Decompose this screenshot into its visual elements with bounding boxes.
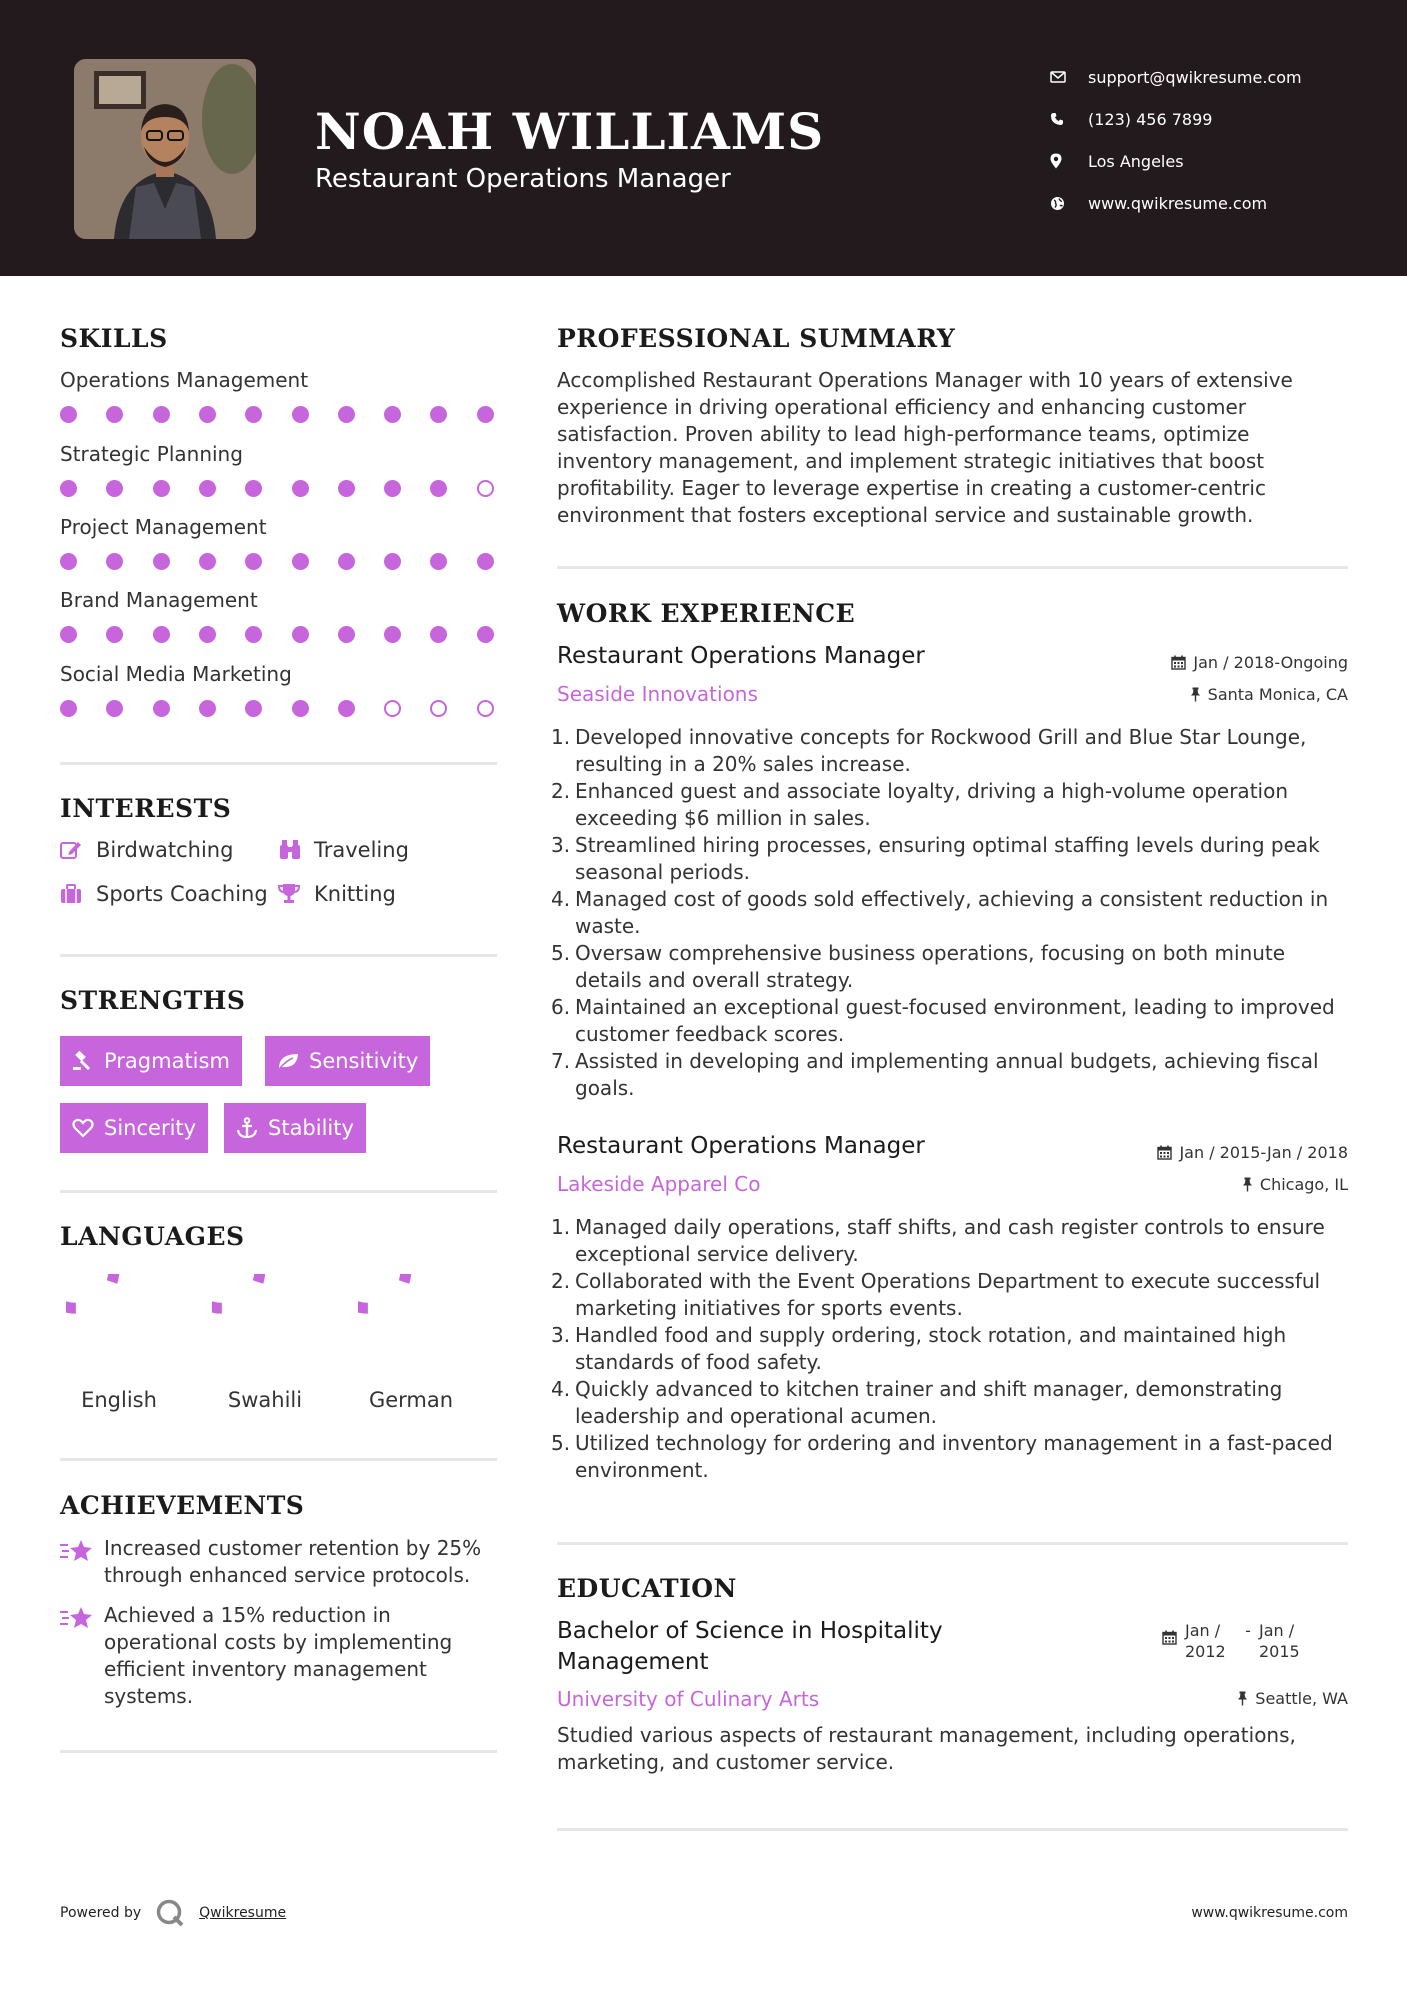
skill-dot-filled bbox=[292, 626, 309, 643]
skill-dot-filled bbox=[477, 626, 494, 643]
pushpin-icon bbox=[1190, 687, 1201, 702]
skill-rating bbox=[60, 478, 500, 498]
list-item: Streamlined hiring processes, ensuring optimal staffing levels during peak seasonal periods. bbox=[575, 833, 1320, 884]
section-divider bbox=[60, 1750, 497, 1753]
list-item: Managed daily operations, staff shifts, and cash register controls to ensure exceptional service delivery. bbox=[575, 1215, 1325, 1266]
job-responsibilities bbox=[575, 1214, 1355, 1484]
list-item: Managed cost of goods sold effectively, achieving a consistent reduction in waste. bbox=[575, 887, 1329, 938]
strength-badge bbox=[265, 1036, 430, 1086]
section-divider bbox=[60, 1190, 497, 1193]
skill-dot-filled bbox=[384, 480, 401, 497]
skill-name: Brand Management bbox=[60, 588, 258, 612]
skill-dot-filled bbox=[338, 626, 355, 643]
skill-dot-filled bbox=[292, 700, 309, 717]
interest-item bbox=[60, 838, 233, 862]
section-divider bbox=[557, 1828, 1348, 1831]
education-location-text: Seattle, WA bbox=[1255, 1689, 1348, 1708]
list-item: Assisted in developing and implementing annual budgets, achieving fiscal goals. bbox=[575, 1049, 1319, 1100]
strength-label: Stability bbox=[268, 1116, 354, 1140]
skill-dot-empty bbox=[430, 700, 447, 717]
skill-rating bbox=[60, 551, 500, 571]
skill-dot-filled bbox=[60, 406, 77, 423]
skill-dot-filled bbox=[477, 406, 494, 423]
phone-icon bbox=[1050, 112, 1088, 126]
skill-dot-filled bbox=[199, 700, 216, 717]
interest-item bbox=[278, 838, 409, 862]
globe-icon bbox=[1050, 196, 1088, 211]
section-divider bbox=[557, 1542, 1348, 1545]
skill-dot-filled bbox=[430, 406, 447, 423]
job-location bbox=[1242, 1175, 1348, 1194]
languages-heading: LANGUAGES bbox=[60, 1222, 245, 1251]
education-dates bbox=[1162, 1620, 1311, 1662]
section-divider bbox=[60, 762, 497, 765]
education-heading: EDUCATION bbox=[557, 1574, 737, 1603]
strength-label: Sensitivity bbox=[309, 1049, 419, 1073]
list-item: Collaborated with the Event Operations Department to execute successful marketing initiatives for sports events. bbox=[575, 1269, 1321, 1320]
achievement-item bbox=[60, 1535, 500, 1589]
job-dates bbox=[1157, 1143, 1348, 1162]
skill-dot-filled bbox=[430, 626, 447, 643]
anchor-icon bbox=[236, 1117, 262, 1139]
skill-dot-filled bbox=[199, 480, 216, 497]
briefcase-icon bbox=[60, 884, 96, 904]
language-gauge bbox=[66, 1274, 158, 1366]
education-start-date: Jan / 2012 bbox=[1185, 1621, 1226, 1661]
profile-photo bbox=[74, 59, 256, 239]
section-divider bbox=[60, 954, 497, 957]
trophy-icon bbox=[278, 883, 314, 905]
job-dates-text: Jan / 2015-Jan / 2018 bbox=[1179, 1143, 1348, 1162]
contact-website[interactable] bbox=[1050, 182, 1302, 224]
brand-link[interactable]: Qwikresume bbox=[199, 1905, 287, 1921]
skill-name: Strategic Planning bbox=[60, 442, 243, 466]
degree-title: Bachelor of Science in Hospitality Management bbox=[557, 1618, 943, 1675]
resume-header bbox=[0, 0, 1407, 276]
job-dates bbox=[1171, 653, 1348, 672]
strength-label: Sincerity bbox=[104, 1116, 197, 1140]
skill-dot-filled bbox=[292, 553, 309, 570]
skill-dot-filled bbox=[292, 480, 309, 497]
job-title: Restaurant Operations Manager bbox=[557, 643, 925, 669]
skill-dot-filled bbox=[245, 480, 262, 497]
envelope-icon bbox=[1050, 71, 1088, 83]
strength-label: Pragmatism bbox=[104, 1049, 230, 1073]
summary-heading: PROFESSIONAL SUMMARY bbox=[557, 324, 956, 353]
job-location-text: Chicago, IL bbox=[1259, 1175, 1348, 1194]
list-item: Enhanced guest and associate loyalty, driving a high-volume operation exceeding $6 million in sales. bbox=[575, 779, 1288, 830]
skill-dot-filled bbox=[199, 553, 216, 570]
star-icon bbox=[60, 1535, 104, 1589]
company-name: Lakeside Apparel Co bbox=[557, 1172, 761, 1196]
skill-dot-filled bbox=[384, 406, 401, 423]
achievement-text: Increased customer retention by 25% through enhanced service protocols. bbox=[104, 1536, 482, 1587]
interests-heading: INTERESTS bbox=[60, 794, 232, 823]
language-gauge-arc bbox=[66, 1274, 114, 1308]
language-label: English bbox=[81, 1388, 157, 1412]
skill-dot-empty bbox=[477, 480, 494, 497]
skill-name: Project Management bbox=[60, 515, 267, 539]
list-item: Developed innovative concepts for Rockwood Grill and Blue Star Lounge, resulting in a 20% sales increase. bbox=[575, 725, 1307, 776]
job-responsibilities bbox=[575, 724, 1355, 1102]
gavel-icon bbox=[72, 1051, 98, 1071]
leaf-icon bbox=[277, 1052, 303, 1070]
skill-dot-empty bbox=[384, 700, 401, 717]
skill-dot-filled bbox=[60, 553, 77, 570]
map-pin-icon bbox=[1050, 153, 1088, 169]
skill-dot-filled bbox=[384, 626, 401, 643]
interest-label: Sports Coaching bbox=[96, 882, 268, 906]
strength-badge bbox=[60, 1036, 242, 1086]
skill-dot-filled bbox=[153, 406, 170, 423]
date-separator: - bbox=[1245, 1621, 1251, 1640]
list-item: Handled food and supply ordering, stock rotation, and maintained high standards of food safety. bbox=[575, 1323, 1287, 1374]
job-location-text: Santa Monica, CA bbox=[1207, 685, 1348, 704]
binoculars-icon bbox=[278, 839, 314, 861]
skill-dot-filled bbox=[60, 626, 77, 643]
language-gauge-arc bbox=[358, 1274, 406, 1308]
contact-email-text: support@qwikresume.com bbox=[1088, 67, 1302, 87]
interest-item bbox=[278, 882, 396, 906]
powered-by-label: Powered by bbox=[60, 1905, 142, 1921]
list-item: Maintained an exceptional guest-focused environment, leading to improved customer feedback scores. bbox=[575, 995, 1335, 1046]
contact-phone-text: (123) 456 7899 bbox=[1088, 109, 1213, 129]
skill-dot-filled bbox=[153, 480, 170, 497]
achievement-text: Achieved a 15% reduction in operational costs by implementing efficient inventory management systems. bbox=[104, 1603, 453, 1708]
list-item: Utilized technology for ordering and inventory management in a fast-paced environment. bbox=[575, 1431, 1333, 1482]
skill-dot-filled bbox=[60, 480, 77, 497]
skill-dot-filled bbox=[384, 553, 401, 570]
candidate-title: Restaurant Operations Manager bbox=[315, 164, 731, 194]
footer-branding bbox=[60, 1898, 286, 1928]
job-title: Restaurant Operations Manager bbox=[557, 1133, 925, 1159]
summary-text: Accomplished Restaurant Operations Manager with 10 years of extensive experience in driving operational efficiency and enhancing customer satisfaction. Proven ability to lead high-performance teams, optimize inventory management, and implement strategic initiatives that boost profitability. Eager to leverage expertise in creating a customer-centric environment that fosters exceptional service and sustainable growth. bbox=[557, 368, 1293, 527]
company-name: Seaside Innovations bbox=[557, 682, 758, 706]
education-description: Studied various aspects of restaurant management, including operations, marketing, and customer service. bbox=[557, 1723, 1296, 1774]
strengths-heading: STRENGTHS bbox=[60, 986, 246, 1015]
heart-icon bbox=[72, 1118, 98, 1138]
footer-website[interactable]: www.qwikresume.com bbox=[1191, 1905, 1348, 1921]
skill-dot-filled bbox=[199, 626, 216, 643]
pushpin-icon bbox=[1242, 1177, 1253, 1192]
skill-dot-filled bbox=[106, 406, 123, 423]
contact-list bbox=[1050, 56, 1302, 224]
pushpin-icon bbox=[1237, 1691, 1248, 1706]
skill-dot-filled bbox=[153, 626, 170, 643]
contact-location-text: Los Angeles bbox=[1088, 151, 1184, 171]
language-gauge-arc bbox=[212, 1274, 260, 1308]
language-gauge bbox=[212, 1274, 304, 1366]
skill-dot-filled bbox=[292, 406, 309, 423]
skill-dot-filled bbox=[338, 553, 355, 570]
contact-location bbox=[1050, 140, 1302, 182]
star-icon bbox=[60, 1602, 104, 1710]
achievement-item bbox=[60, 1602, 500, 1710]
skill-dot-filled bbox=[430, 553, 447, 570]
strength-badge bbox=[224, 1103, 366, 1153]
skill-dot-filled bbox=[106, 626, 123, 643]
experience-heading: WORK EXPERIENCE bbox=[557, 599, 856, 628]
job-dates-text: Jan / 2018-Ongoing bbox=[1193, 653, 1348, 672]
language-label: Swahili bbox=[227, 1388, 303, 1412]
skill-dot-filled bbox=[106, 553, 123, 570]
interest-label: Knitting bbox=[314, 882, 396, 906]
contact-email[interactable] bbox=[1050, 56, 1302, 98]
candidate-name: NOAH WILLIAMS bbox=[315, 102, 825, 161]
achievements-heading: ACHIEVEMENTS bbox=[60, 1491, 305, 1520]
strength-badge bbox=[60, 1103, 208, 1153]
interest-label: Traveling bbox=[314, 838, 409, 862]
education-end-date: Jan / 2015 bbox=[1259, 1621, 1300, 1661]
skill-name: Social Media Marketing bbox=[60, 662, 292, 686]
skill-dot-filled bbox=[106, 700, 123, 717]
contact-website-text: www.qwikresume.com bbox=[1088, 193, 1268, 213]
skill-dot-filled bbox=[60, 700, 77, 717]
skill-dot-filled bbox=[153, 553, 170, 570]
interest-label: Birdwatching bbox=[96, 838, 234, 862]
school-name: University of Culinary Arts bbox=[557, 1687, 820, 1711]
skill-dot-filled bbox=[430, 480, 447, 497]
skill-rating bbox=[60, 624, 500, 644]
list-item: Oversaw comprehensive business operations, focusing on both minute details and overall strategy. bbox=[575, 941, 1286, 992]
calendar-icon bbox=[1157, 1145, 1172, 1160]
list-item: Quickly advanced to kitchen trainer and shift manager, demonstrating leadership and operational acumen. bbox=[575, 1377, 1283, 1428]
skills-heading: SKILLS bbox=[60, 324, 168, 353]
section-divider bbox=[60, 1458, 497, 1461]
skill-rating bbox=[60, 698, 500, 718]
skill-dot-filled bbox=[245, 626, 262, 643]
skill-dot-empty bbox=[477, 700, 494, 717]
calendar-icon bbox=[1171, 655, 1186, 670]
education-location bbox=[1237, 1689, 1348, 1708]
section-divider bbox=[557, 566, 1348, 569]
interest-item bbox=[60, 882, 268, 906]
skill-name: Operations Management bbox=[60, 368, 309, 392]
job-location bbox=[1190, 685, 1348, 704]
skill-dot-filled bbox=[338, 700, 355, 717]
skill-dot-filled bbox=[106, 480, 123, 497]
skill-rating bbox=[60, 404, 500, 424]
skill-dot-filled bbox=[199, 406, 216, 423]
skill-dot-filled bbox=[338, 480, 355, 497]
language-gauge bbox=[358, 1274, 450, 1366]
calendar-icon bbox=[1162, 1630, 1177, 1645]
language-label: German bbox=[368, 1388, 454, 1412]
skill-dot-filled bbox=[245, 553, 262, 570]
pencil-square-icon bbox=[60, 840, 96, 860]
qwikresume-logo-icon bbox=[155, 1898, 185, 1928]
skill-dot-filled bbox=[153, 700, 170, 717]
skill-dot-filled bbox=[338, 406, 355, 423]
skill-dot-filled bbox=[477, 553, 494, 570]
contact-phone[interactable] bbox=[1050, 98, 1302, 140]
skill-dot-filled bbox=[245, 700, 262, 717]
skill-dot-filled bbox=[245, 406, 262, 423]
